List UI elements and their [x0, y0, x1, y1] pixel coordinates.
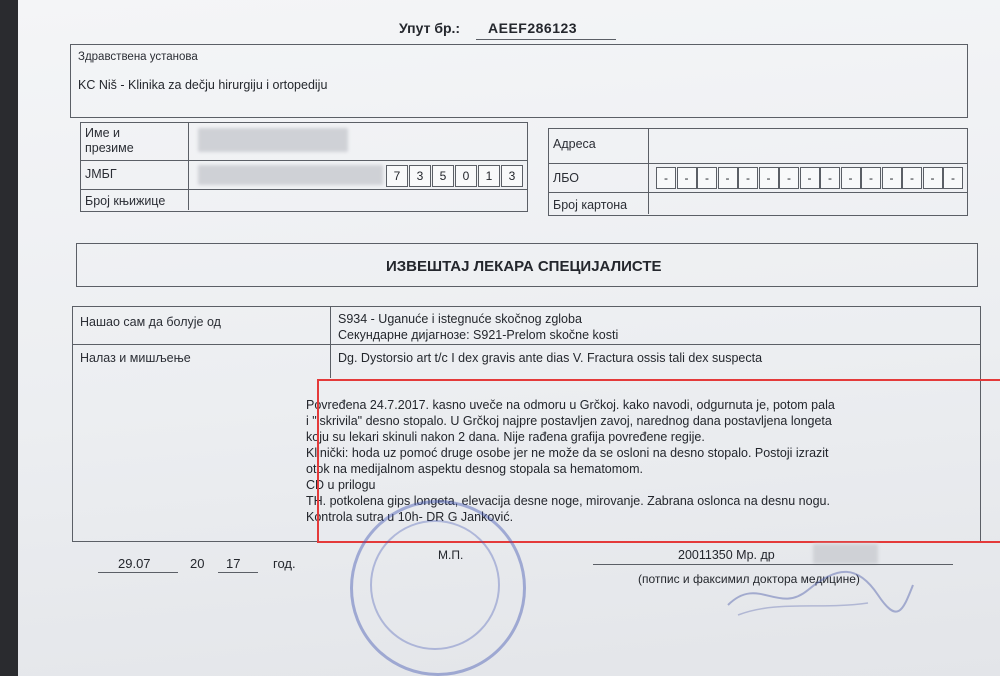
redacted-jmbg — [198, 165, 383, 185]
lbo-cell: - — [923, 167, 943, 189]
findings-diagnosis: Dg. Dystorsio art t/c I dex gravis ante dias V. Fractura ossis tali dex suspecta — [338, 351, 763, 365]
findings-line: Povređena 24.7.2017. kasno uveče na odmoru u Grčkoj. kako navodi, odgurnuta je, potom pala — [306, 398, 835, 412]
year-underline — [218, 572, 258, 573]
jmbg-digit-cell: 5 — [432, 165, 454, 187]
row-divider — [548, 163, 967, 164]
date-underline — [98, 572, 178, 573]
row-divider — [72, 344, 980, 345]
referral-label: Упут бр.: — [399, 20, 461, 36]
findings-line: Klinički: hoda uz pomoć druge osobe jer ne može da se osloni na desno stopalo. Postoji izrazit — [306, 446, 829, 460]
findings-line: koju su lekari skinuli nakon 2 dana. Nije rađena grafija povređene regije. — [306, 430, 705, 444]
jmbg-digit-cell: 3 — [501, 165, 523, 187]
lbo-cell: - — [841, 167, 861, 189]
jmbg-label: ЈМБГ — [85, 167, 117, 181]
jmbg-digit-cell: 3 — [409, 165, 431, 187]
lbo-cell: - — [738, 167, 758, 189]
lbo-cell: - — [697, 167, 717, 189]
lbo-cell: - — [656, 167, 676, 189]
redacted-name — [198, 128, 348, 152]
book-label: Број књижице — [85, 194, 166, 208]
diagnosis-primary: S934 - Uganuće i istegnuće skočnog zgloba — [338, 312, 582, 326]
findings-line: otok na medijalnom aspektu desnog stopala sa hematomom. — [306, 462, 643, 476]
column-divider — [188, 122, 189, 210]
lbo-cell: - — [820, 167, 840, 189]
referral-number: AEEF286123 — [488, 20, 578, 36]
lbo-cell: - — [902, 167, 922, 189]
jmbg-digit-cell: 7 — [386, 165, 408, 187]
column-divider — [648, 128, 649, 214]
found-label: Нашао сам да болује од — [80, 315, 221, 329]
year-prefix: 20 — [190, 556, 205, 571]
institution-name: KC Niš - Klinika za dečju hirurgiju i ortopediju — [78, 78, 328, 92]
lbo-cell: - — [759, 167, 779, 189]
institution-label: Здравствена установа — [78, 51, 198, 63]
findings-line: CD u prilogu — [306, 478, 376, 492]
year-label: год. — [273, 556, 296, 571]
findings-label: Налаз и мишљење — [80, 351, 191, 365]
address-label: Адреса — [553, 137, 596, 151]
referral-underline — [476, 39, 616, 40]
jmbg-digit-cell: 1 — [478, 165, 500, 187]
findings-line: i "iskrivila" desno stopalo. U Grčkoj najpre postavljen zavoj, narednog dana postavljena longeta — [306, 414, 832, 428]
row-divider — [80, 189, 527, 190]
column-divider — [330, 306, 331, 378]
lbo-cell: - — [677, 167, 697, 189]
diagnosis-secondary: Секундарне дијагнозе: S921-Prelom skočne kosti — [338, 328, 619, 342]
stamp-seal-inner — [370, 520, 500, 650]
lbo-cell: - — [800, 167, 820, 189]
report-title: ИЗВЕШТАЈ ЛЕКАРА СПЕЦИЈАЛИСТЕ — [386, 258, 662, 275]
doctor-id: 20011350 Мр. др — [678, 548, 775, 562]
lbo-cell: - — [861, 167, 881, 189]
lbo-cell: - — [943, 167, 963, 189]
name-label-2: презиме — [85, 141, 134, 155]
findings-line: Kontrola sutra u 10h- DR G Janković. — [306, 510, 514, 524]
document-page — [18, 0, 1000, 676]
card-label: Број картона — [553, 198, 628, 212]
year-suffix: 17 — [226, 556, 241, 571]
name-label-1: Име и — [85, 126, 120, 140]
signature-mark — [718, 555, 918, 625]
lbo-cell: - — [882, 167, 902, 189]
lbo-label: ЛБО — [553, 171, 579, 185]
row-divider — [80, 160, 527, 161]
date-day: 29.07 — [118, 556, 151, 571]
signature-caption: (потпис и факсимил доктора медицине) — [638, 572, 860, 586]
jmbg-digit-cell: 0 — [455, 165, 477, 187]
lbo-cell: - — [779, 167, 799, 189]
mp-label: М.П. — [438, 548, 464, 562]
row-divider — [548, 192, 967, 193]
findings-line: TH. potkolena gips longeta, elevacija desne noge, mirovanje. Zabrana oslonca na desnu nogu. — [306, 494, 830, 508]
lbo-cell: - — [718, 167, 738, 189]
